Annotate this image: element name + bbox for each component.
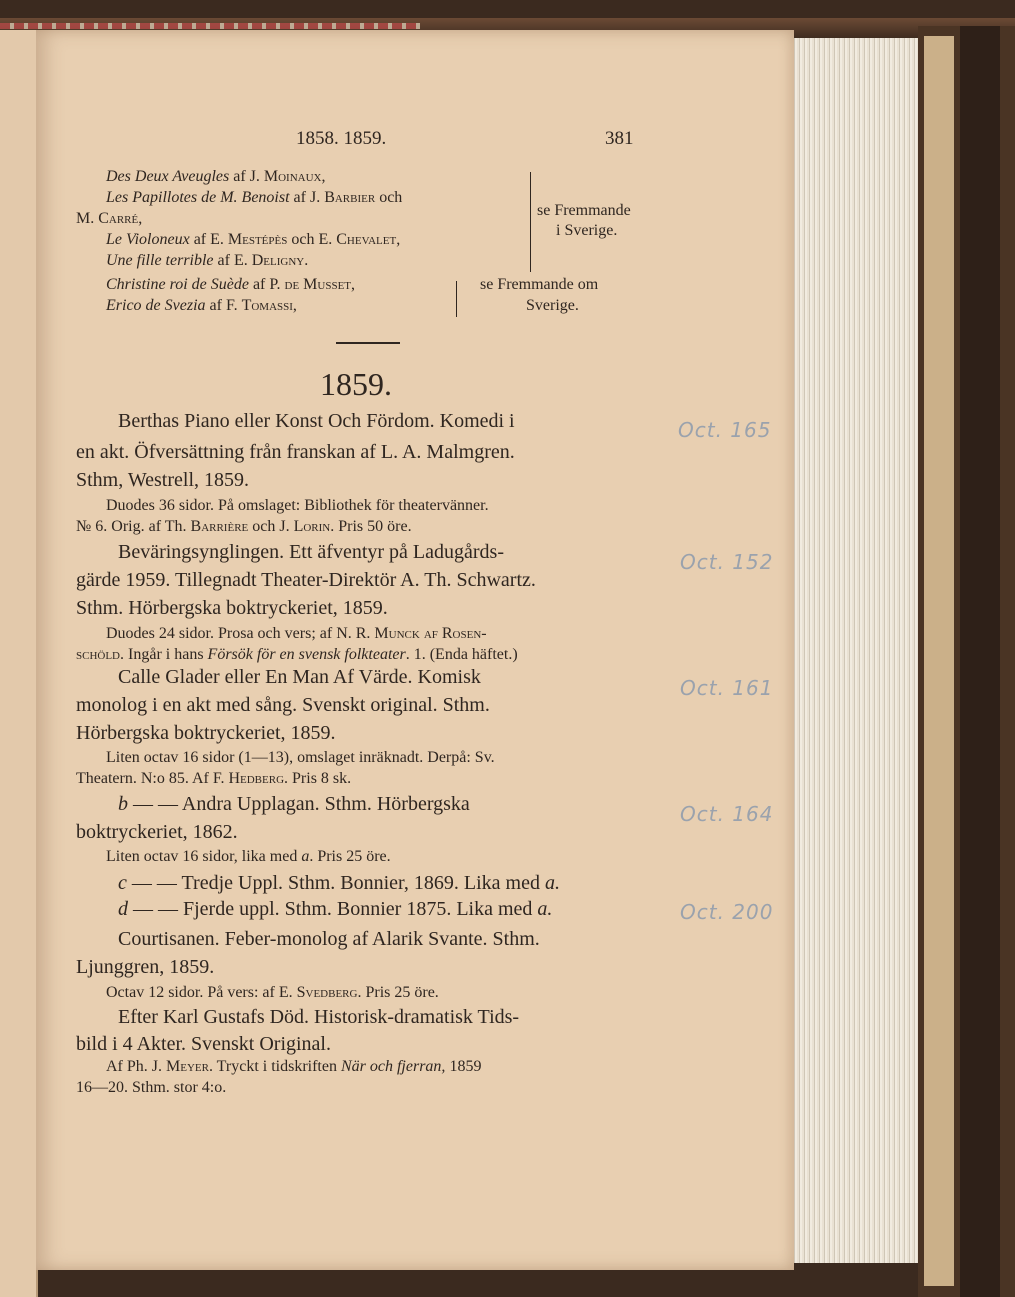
entry-1-line-3: Sthm, Westrell, 1859. — [76, 469, 250, 491]
annotation-3: Oct. 161 — [680, 676, 774, 700]
ref-2-line-2: Sverige. — [526, 297, 579, 314]
annotation-4: Oct. 164 — [680, 802, 774, 826]
prev-line-6: Christine roi de Suède af P. de Musset, — [106, 276, 356, 293]
entry-3b-line-2: boktryckeriet, 1862. — [76, 821, 238, 843]
ref-1-line-1: se Fremmande — [537, 202, 631, 219]
entry-3c-line: c — — Tredje Uppl. Sthm. Bonnier, 1869. Lika med a. — [118, 872, 560, 894]
entry-3-line-3: Hörbergska boktryckeriet, 1859. — [76, 722, 336, 744]
entry-3-note-2: Theatern. N:o 85. Af F. Hedberg. Pris 8 sk. — [76, 770, 352, 787]
prev-line-3: M. Carré, — [76, 210, 143, 227]
top-edge-stripe — [0, 23, 420, 29]
cover-spine — [960, 26, 1000, 1297]
entry-2-line-1: Beväringsynglingen. Ett äfventyr på Ladugårds- — [118, 541, 504, 563]
entry-1-note-1: Duodes 36 sidor. På omslaget: Bibliothek för theatervänner. — [106, 497, 489, 514]
entry-2-note-1: Duodes 24 sidor. Prosa och vers; af N. R. Munck af Rosen- — [106, 625, 487, 642]
entry-5-line-1: Efter Karl Gustafs Död. Historisk-dramatisk Tids- — [118, 1006, 520, 1028]
entry-4-line-2: Ljunggren, 1859. — [76, 956, 215, 978]
ref-2-line-1: se Fremmande om — [480, 276, 599, 293]
prev-line-1: Des Deux Aveugles af J. Moinaux, — [106, 168, 326, 185]
entry-5-line-2: bild i 4 Akter. Svenskt Original. — [76, 1033, 331, 1055]
entry-3d-line: d — — Fjerde uppl. Sthm. Bonnier 1875. Lika med a. — [118, 898, 553, 920]
entry-3-line-1: Calle Glader eller En Man Af Värde. Komisk — [118, 666, 481, 688]
brace-2 — [456, 281, 457, 317]
section-rule — [336, 342, 400, 344]
book-cover — [918, 26, 1015, 1297]
annotation-1: Oct. 165 — [678, 418, 772, 442]
entry-2-line-2: gärde 1959. Tillegnadt Theater-Direktör A. Th. Schwartz. — [76, 569, 536, 591]
entry-3-note-1: Liten octav 16 sidor (1—13), omslaget inräknadt. Derpå: Sv. — [106, 749, 495, 766]
page-number: 381 — [605, 128, 634, 149]
prev-line-5: Une fille terrible af E. Deligny. — [106, 252, 309, 269]
annotation-2: Oct. 152 — [680, 550, 774, 574]
entry-3b-line-1: b — — Andra Upplagan. Sthm. Hörbergska — [118, 793, 470, 815]
annotation-5: Oct. 200 — [680, 900, 774, 924]
entry-5-note-1: Af Ph. J. Meyer. Tryckt i tidskriften När och fjerran, 1859 — [106, 1058, 482, 1075]
entry-4-line-1: Courtisanen. Feber-monolog af Alarik Svante. Sthm. — [118, 928, 540, 950]
entry-1-line-1: Berthas Piano eller Konst Och Fördom. Komedi i — [118, 410, 515, 432]
left-page-edge — [0, 30, 38, 1297]
entry-3-line-2: monolog i en akt med sång. Svenskt original. Sthm. — [76, 694, 490, 716]
entry-1-note-2: № 6. Orig. af Th. Barrière och J. Lorin. Pris 50 öre. — [76, 518, 412, 535]
entry-1-line-2: en akt. Öfversättning från franskan af L. A. Malmgren. — [76, 441, 515, 463]
brace-1 — [530, 172, 531, 272]
prev-line-4: Le Violoneux af E. Mestépès och E. Chevalet, — [106, 231, 401, 248]
entry-4-note-1: Octav 12 sidor. På vers: af E. Svedberg. Pris 25 öre. — [106, 984, 439, 1001]
entry-3b-note-1: Liten octav 16 sidor, lika med a. Pris 25 öre. — [106, 848, 391, 865]
page-fore-edge — [790, 38, 922, 1263]
entry-2-line-3: Sthm. Hörbergska boktryckeriet, 1859. — [76, 597, 388, 619]
running-head-years: 1858. 1859. — [296, 128, 387, 149]
prev-line-2: Les Papillotes de M. Benoist af J. Barbier och — [106, 189, 403, 206]
cover-strip — [924, 36, 954, 1286]
year-heading: 1859. — [320, 366, 392, 402]
prev-line-7: Erico de Svezia af F. Tomassi, — [106, 297, 297, 314]
ref-1-line-2: i Sverige. — [556, 222, 618, 239]
entry-2-note-2: schöld. Ingår i hans Försök för en svensk folkteater. 1. (Enda häftet.) — [76, 646, 518, 663]
entry-5-note-2: 16—20. Sthm. stor 4:o. — [76, 1079, 227, 1096]
